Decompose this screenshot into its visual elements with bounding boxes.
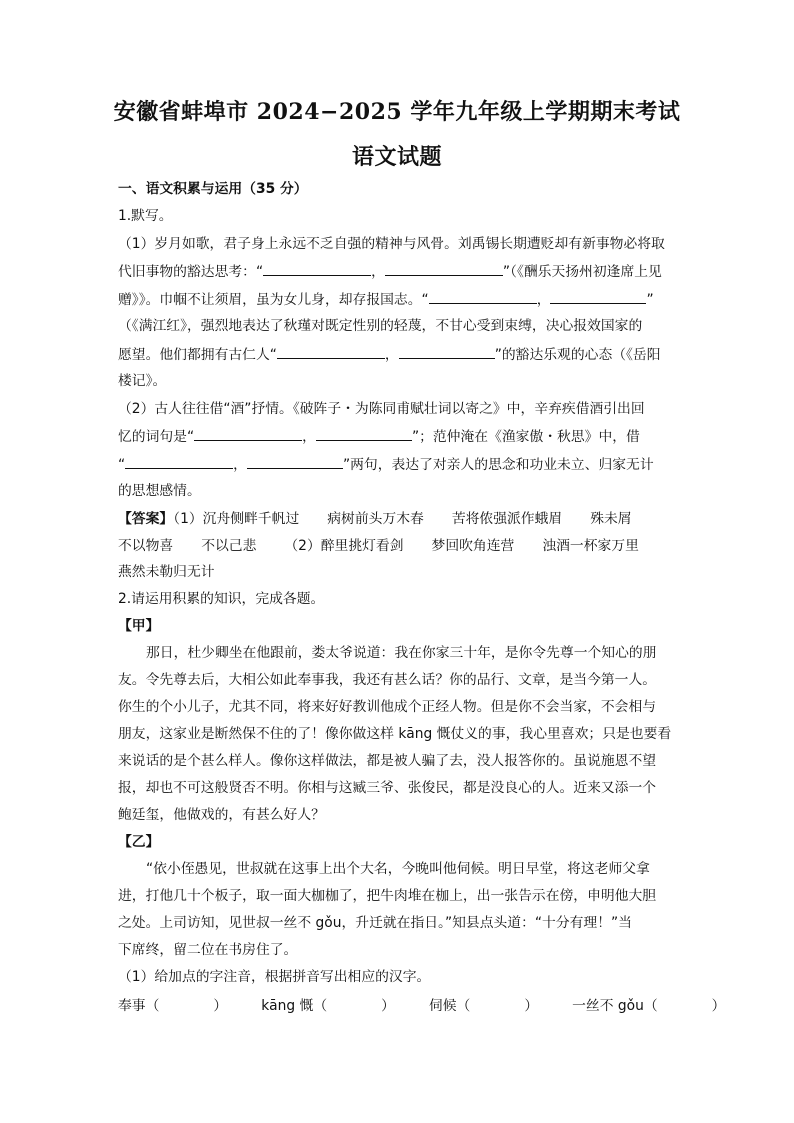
- answer-blank[interactable]: [429, 290, 537, 304]
- text-segment: ”两句，表达了对亲人的思念和功业未立、归家无计: [342, 457, 654, 473]
- answer-blank[interactable]: [263, 262, 371, 276]
- answer-label: 【答案】: [118, 511, 174, 527]
- answer-line-1: [118, 510, 678, 528]
- q2-sub1-stem: （1）给加点的字注音，根据拼音写出相应的汉字。: [118, 969, 431, 985]
- passage-jia-label: 【甲】: [118, 618, 160, 634]
- answer-item: 不以己悲: [201, 538, 257, 554]
- passage-yi-line: 进，打他几十个板子，取一面大枷枷了，把牛肉堆在枷上，出一张告示在傍，申明他大胆: [118, 888, 657, 904]
- text-segment: ”: [646, 292, 654, 308]
- q1-part2-line3: [118, 455, 678, 474]
- answer-item: （1）沉舟侧畔千帆过: [173, 511, 300, 527]
- q1-part2-line2: [118, 427, 678, 446]
- answer-item: 苦将侬强派作蛾眉: [451, 511, 563, 527]
- text-segment: ，: [384, 347, 399, 363]
- passage-jia-line: 朋友，这家业是断然保不住的了！像你做这样 kāng 慨仗义的事，我心里喜欢；只是也要看: [118, 726, 672, 742]
- passage-jia-line: 鲍廷玺，他做戏的，有甚么好人？: [118, 807, 325, 823]
- text-segment: ，: [233, 457, 247, 473]
- q1-part1-line4: （《满江红》，强烈地表达了秋瑾对既定性别的轻蔑，不甘心受到束缚，决心报效国家的: [118, 318, 643, 334]
- answer-blank[interactable]: [125, 455, 233, 469]
- answer-item: 梦回吹角连营: [431, 538, 515, 554]
- question-2-stem: 2.请运用积累的知识，完成各题。: [118, 591, 325, 607]
- answer-blank[interactable]: [550, 290, 646, 304]
- text-segment: ，: [302, 429, 316, 445]
- passage-jia-line: 友。令先尊去后，大相公如此奉事我，我还有甚么话？你的品行、文章，是当今第一人。: [118, 672, 657, 688]
- document-title: 安徽省蚌埠市 2024−2025 学年九年级上学期期末考试: [113, 99, 681, 125]
- text-segment: 愿望。他们都拥有古仁人“: [118, 347, 277, 363]
- text-segment: “: [118, 457, 126, 473]
- q1-part1-line5: [118, 345, 678, 364]
- text-segment: ”的豁达乐观的心态（《岳阳: [494, 347, 661, 363]
- text-segment: 代旧事物的豁达思考：“: [118, 264, 264, 280]
- q1-part1-line6: 楼记》。: [118, 373, 167, 389]
- answer-item: （2）醉里挑灯看剑: [284, 538, 404, 554]
- question-1-stem: 1.默写。: [118, 208, 173, 224]
- answer-blank[interactable]: [316, 427, 412, 441]
- pinyin-fill-row: [118, 997, 726, 1015]
- q1-part1-line1: （1）岁月如歌，君子身上永远不乏自强的精神与风骨。刘禹锡长期遭贬却有新事物必将取: [118, 236, 665, 252]
- passage-jia-line: 那日，杜少卿坐在他跟前，娄太爷说道：我在你家三十年，是你令先尊一个知心的朋: [146, 645, 657, 661]
- text-segment: 赠》》。巾帼不让须眉，虽为女儿身，却存报国志。“: [118, 292, 429, 308]
- answer-blank[interactable]: [385, 262, 503, 276]
- answer-item: 不以物喜: [118, 538, 174, 554]
- text-segment: ”（《酬乐天扬州初逢席上见: [502, 264, 662, 280]
- fill-close: ）: [381, 998, 395, 1014]
- section-heading: 一、语文积累与运用（35 分）: [118, 181, 308, 197]
- fill-close: ）: [524, 998, 539, 1014]
- answer-blank[interactable]: [399, 345, 495, 359]
- passage-yi-line: 之处。上司访知，见世叔一丝不 gǒu，升迁就在指日。”知县点头道：“十分有理！”当: [118, 915, 632, 931]
- q1-part1-line2: [118, 262, 678, 281]
- answer-line-3: 燕然未勒归无计: [118, 564, 215, 580]
- passage-yi-line: “依小侄愚见，世叔就在这事上出个大名，今晚叫他伺候。明日早堂，将这老师父拿: [146, 861, 650, 877]
- answer-item: 病树前头万木春: [327, 511, 424, 527]
- answer-line-2: [118, 537, 678, 555]
- passage-yi-line: 下席终，留二位在书房住了。: [118, 942, 298, 958]
- fill-close: ）: [711, 998, 726, 1014]
- passage-jia-line: 报，却也不可这般贤否不明。你相与这臧三爷、张俊民，都是没良心的人。近来又添一个: [118, 780, 657, 796]
- answer-item: 殊未屑: [590, 511, 632, 527]
- text-segment: ”；范仲淹在《渔家傲・秋思》中，借: [411, 429, 640, 445]
- answer-blank[interactable]: [194, 427, 302, 441]
- fill-label: 一丝不 gǒu（: [572, 998, 658, 1014]
- q1-part2-line4: 的思想感情。: [118, 483, 201, 499]
- fill-label: kāng 慨（: [261, 998, 328, 1014]
- fill-close: ）: [213, 998, 228, 1014]
- passage-yi-label: 【乙】: [118, 834, 160, 850]
- answer-item: 浊酒一杯家万里: [542, 538, 639, 554]
- document-subtitle: 语文试题: [351, 144, 442, 170]
- passage-jia-line: 来说话的是个甚么样人。像你这样做法，都是被人骗了去，没人报答你的。虽说施恩不望: [118, 753, 657, 769]
- answer-blank[interactable]: [247, 455, 343, 469]
- text-segment: ，: [536, 292, 551, 308]
- text-segment: 忆的词句是“: [118, 429, 195, 445]
- fill-label: 奉事（: [118, 998, 160, 1014]
- answer-blank[interactable]: [277, 345, 385, 359]
- text-segment: ，: [371, 264, 385, 280]
- passage-jia-line: 你生的个小儿子，尤其不同，将来好好教训他成个正经人物。但是你不会当家，不会相与: [118, 699, 657, 715]
- q1-part1-line3: [118, 290, 678, 309]
- fill-label: 伺候（: [428, 998, 471, 1014]
- q1-part2-line1: （2）古人往往借“酒”抒情。《破阵子・为陈同甫赋壮词以寄之》中，辛弃疾借酒引出回: [118, 401, 645, 417]
